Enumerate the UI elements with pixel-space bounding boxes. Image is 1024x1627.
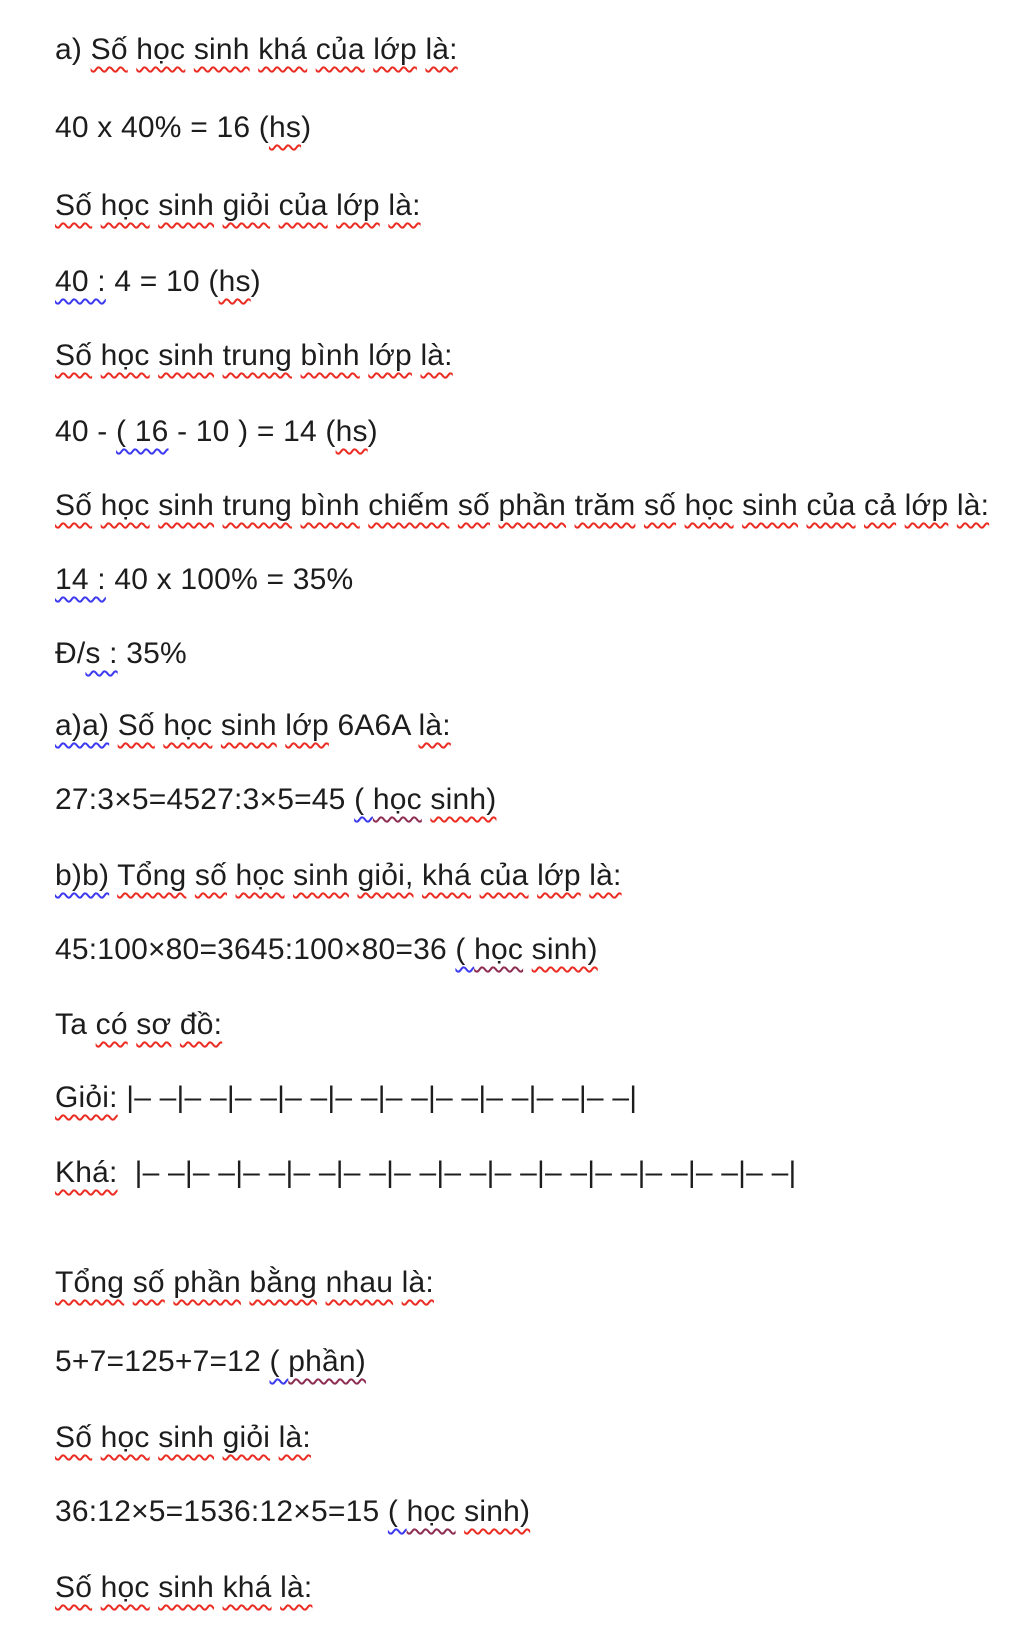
line-percent-heading (55, 486, 989, 526)
text-segment (292, 339, 301, 372)
misspelled-word: sinh (293, 859, 349, 892)
text-segment (635, 489, 644, 522)
misspelled-word: Tổng (117, 859, 187, 892)
text-segment: ) (301, 111, 312, 144)
line-trungbinh-count-heading (55, 336, 453, 376)
misspelled-word: bình (300, 489, 360, 522)
misspelled-word: Khá: (55, 1156, 118, 1189)
text-segment (270, 1421, 279, 1454)
text-segment: 40 x 40% = 16 ( (55, 111, 269, 144)
text-segment (92, 489, 101, 522)
text-segment: |– –|– –|– –|– –|– –|– –|– –|– –|– –|– –| (126, 1081, 638, 1114)
misspelled-word: bằng (249, 1266, 318, 1299)
misspelled-word: hs (218, 265, 251, 298)
text-segment (150, 1571, 159, 1604)
line-kha-count-heading (55, 30, 458, 70)
text-segment (414, 859, 423, 892)
misspelled-word: Số (55, 339, 93, 372)
text-segment (328, 189, 337, 222)
text-segment (798, 489, 807, 522)
text-segment (285, 859, 294, 892)
misspelled-word: sinh) (430, 783, 497, 816)
misspelled-word: là: (388, 189, 421, 222)
text-segment (150, 489, 159, 522)
text-segment (227, 859, 236, 892)
grammar-flagged-text: ( (269, 1345, 289, 1378)
grammar-flagged-text: 40 : (55, 265, 106, 298)
misspelled-word: học (136, 33, 186, 66)
misspelled-word: khá (258, 33, 308, 66)
text-segment (896, 489, 905, 522)
misspelled-word: học (163, 709, 213, 742)
text-segment: 40 - (55, 415, 117, 448)
text-segment (92, 339, 101, 372)
misspelled-word: giỏi (222, 189, 271, 222)
misspelled-word: của (479, 859, 529, 892)
text-segment (360, 489, 369, 522)
misspelled-word: giỏi, (357, 859, 414, 892)
flagged-word: học (474, 933, 524, 966)
misspelled-word: lớp (285, 709, 329, 742)
misspelled-word: số (643, 489, 677, 522)
misspelled-word: của (806, 489, 856, 522)
text-segment (171, 1008, 180, 1041)
misspelled-word: là: (401, 1266, 434, 1299)
misspelled-word: chiếm (368, 489, 450, 522)
grammar-flagged-text: 14 : (55, 563, 106, 596)
text-segment: a) (55, 33, 91, 66)
misspelled-word: sinh) (531, 933, 598, 966)
line-kha-result-heading (55, 1568, 312, 1608)
text-segment: |– –|– –|– –|– –|– –|– –|– –|– –|– –|– –|– –|– –|– –| (134, 1156, 797, 1189)
misspelled-word: sinh (193, 33, 250, 66)
line-trungbinh-count-formula (55, 412, 378, 452)
misspelled-word: trung (222, 489, 292, 522)
misspelled-word: là: (418, 709, 451, 742)
grammar-flagged-text: ( (354, 783, 373, 816)
text-segment (307, 33, 316, 66)
line-answer (55, 634, 187, 674)
misspelled-word: Tổng (55, 1266, 125, 1299)
misspelled-word: sinh (220, 709, 277, 742)
text-segment (186, 859, 195, 892)
misspelled-word: là: (589, 859, 622, 892)
text-segment (92, 1421, 101, 1454)
grammar-flagged-text: ( (455, 933, 475, 966)
text-segment: 27:3×5=4527:3×5=45 (55, 783, 355, 816)
misspelled-word: có (95, 1008, 128, 1041)
misspelled-word: cả (864, 489, 897, 522)
flagged-word: học (372, 783, 422, 816)
flagged-word: phần) (288, 1345, 366, 1378)
misspelled-word: học (100, 1571, 150, 1604)
text-segment (92, 1571, 101, 1604)
grammar-flagged-text: b)b) (55, 859, 110, 892)
text-segment (734, 489, 743, 522)
misspelled-word: trăm (574, 489, 636, 522)
misspelled-word: Giỏi: (55, 1081, 118, 1114)
text-segment (855, 489, 864, 522)
misspelled-word: số (457, 489, 490, 522)
text-segment (292, 489, 301, 522)
text-segment (118, 1156, 135, 1189)
misspelled-word: lớp (368, 339, 412, 372)
text-segment (150, 189, 159, 222)
line-gioi-count-heading (55, 186, 421, 226)
misspelled-word: học (684, 489, 734, 522)
misspelled-word: Số (117, 709, 155, 742)
line-gioi-result-heading (55, 1418, 311, 1458)
misspelled-word: là: (280, 1571, 313, 1604)
grammar-flagged-text: s : (85, 637, 118, 670)
text-segment (529, 859, 538, 892)
misspelled-word: đồ: (179, 1008, 223, 1041)
text-segment: 35% (117, 637, 187, 670)
text-segment (214, 189, 223, 222)
line-diagram-gioi (55, 1078, 637, 1118)
misspelled-word: của (315, 33, 365, 66)
text-segment (214, 1421, 223, 1454)
line-total-parts-heading (55, 1263, 434, 1303)
text-segment (214, 339, 223, 372)
text-segment (212, 709, 221, 742)
text-segment (128, 33, 137, 66)
misspelled-word: trung (222, 339, 292, 372)
misspelled-word: sơ (136, 1008, 172, 1041)
line-diagram-intro (55, 1005, 222, 1045)
misspelled-word: là: (956, 489, 990, 522)
text-segment: ) (367, 415, 378, 448)
text-segment (365, 33, 374, 66)
text-segment (124, 1266, 133, 1299)
misspelled-word: phần (498, 489, 567, 522)
text-segment (317, 1266, 326, 1299)
text-segment: 45:100×80=3645:100×80=36 (55, 933, 456, 966)
misspelled-word: học (100, 1421, 150, 1454)
misspelled-word: học (235, 859, 285, 892)
grammar-flagged-text: a)a) (55, 709, 110, 742)
flagged-word: học (406, 1495, 456, 1528)
misspelled-word: Số (90, 33, 128, 66)
misspelled-word: số (194, 859, 227, 892)
line-gioi-count-formula (55, 262, 261, 302)
text-segment (456, 1495, 465, 1528)
misspelled-word: là: (425, 33, 458, 66)
grammar-flagged-text: ( (387, 1495, 407, 1528)
line-part-a-heading (55, 706, 451, 746)
text-segment (109, 709, 118, 742)
misspelled-word: lớp (373, 33, 417, 66)
line-percent-formula (55, 560, 353, 600)
misspelled-word: sinh (158, 339, 215, 372)
misspelled-word: sinh (158, 1421, 215, 1454)
misspelled-word: lớp (904, 489, 949, 522)
line-part-a-formula (55, 780, 496, 820)
text-segment (128, 1008, 137, 1041)
text-segment (272, 1571, 281, 1604)
text-segment (214, 489, 223, 522)
text-segment: 6A6A (328, 709, 419, 742)
misspelled-word: sinh (742, 489, 798, 522)
text-segment (393, 1266, 402, 1299)
misspelled-word: là: (420, 339, 453, 372)
line-kha-count-formula (55, 108, 311, 148)
text-segment: ) (250, 265, 261, 298)
misspelled-word: của (278, 189, 328, 222)
misspelled-word: hs (268, 111, 302, 144)
misspelled-word: sinh) (464, 1495, 531, 1528)
misspelled-word: số (132, 1266, 165, 1299)
misspelled-word: học (100, 189, 150, 222)
misspelled-word: Số (55, 1571, 93, 1604)
misspelled-word: Số (55, 1421, 93, 1454)
line-diagram-kha (55, 1153, 796, 1193)
line-gioi-result-formula (55, 1492, 530, 1532)
text-segment (449, 489, 458, 522)
text-segment: Ta (55, 1008, 96, 1041)
misspelled-word: phần (173, 1266, 241, 1299)
misspelled-word: là: (278, 1421, 311, 1454)
text-segment (676, 489, 685, 522)
misspelled-word: học (100, 339, 150, 372)
text-segment (277, 709, 286, 742)
text-segment: Đ/ (55, 637, 86, 670)
line-total-parts-formula (55, 1342, 366, 1382)
misspelled-word: khá (222, 1571, 272, 1604)
text-segment (109, 859, 117, 892)
text-segment (270, 189, 279, 222)
line-part-b-formula (55, 930, 598, 970)
misspelled-word: hs (335, 415, 368, 448)
text-segment: 5+7=125+7=12 (55, 1345, 270, 1378)
grammar-flagged-text: ( 16 (116, 415, 169, 448)
text-segment (150, 1421, 159, 1454)
misspelled-word: lớp (336, 189, 380, 222)
text-segment (581, 859, 590, 892)
text-segment (118, 1081, 127, 1114)
misspelled-word: Số (55, 489, 93, 522)
text-segment (150, 339, 159, 372)
line-part-b-heading (55, 856, 622, 896)
text-segment (250, 33, 259, 66)
misspelled-word: sinh (158, 189, 215, 222)
text-segment (214, 1571, 223, 1604)
misspelled-word: khá (422, 859, 472, 892)
misspelled-word: học (100, 489, 150, 522)
text-segment (92, 189, 101, 222)
text-segment (523, 933, 532, 966)
text-segment: 40 x 100% = 35% (105, 563, 354, 596)
text-segment (948, 489, 957, 522)
text-segment: - 10 ) = 14 ( (168, 415, 336, 448)
misspelled-word: Số (55, 189, 93, 222)
misspelled-word: nhau (325, 1266, 394, 1299)
misspelled-word: sinh (158, 1571, 215, 1604)
misspelled-word: sinh (158, 489, 215, 522)
text-segment (360, 339, 369, 372)
text-segment: 36:12×5=1536:12×5=15 (55, 1495, 388, 1528)
text-segment: 4 = 10 ( (105, 265, 219, 298)
text-segment (471, 859, 480, 892)
misspelled-word: bình (300, 339, 360, 372)
text-segment (185, 33, 194, 66)
misspelled-word: lớp (537, 859, 581, 892)
text-segment (566, 489, 575, 522)
misspelled-word: giỏi (222, 1421, 271, 1454)
